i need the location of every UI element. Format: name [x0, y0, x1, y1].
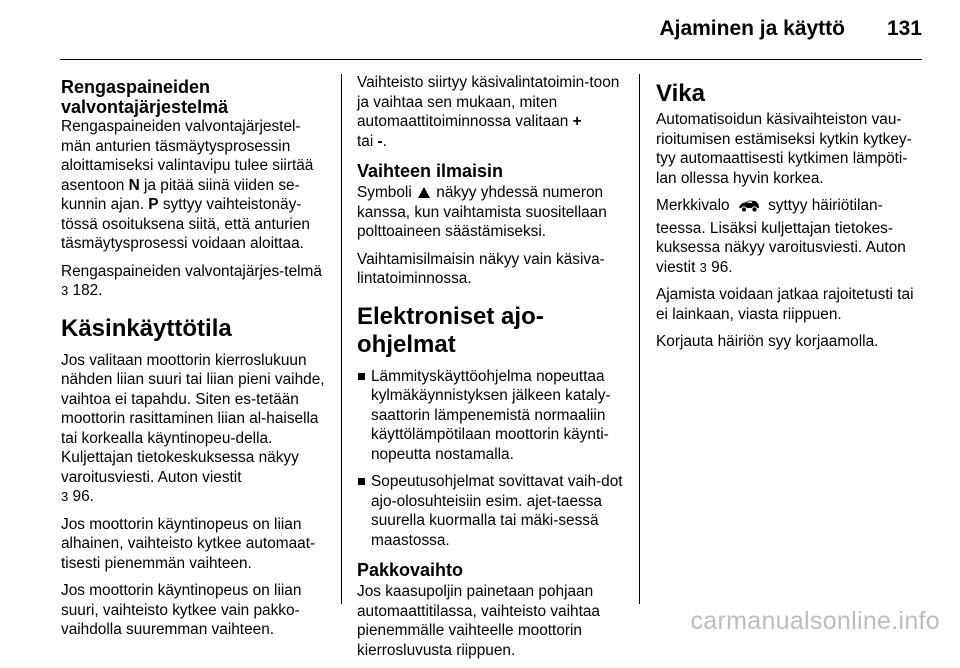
heading-electronic-programs: Elektroniset ajo-ohjelmat	[357, 302, 544, 358]
list-item: Lämmityskäyttöohjelma nopeuttaa kylmäkäynnistyksen jälkeen kataly-saattorin lämpenemistä normaaliin käyttölämpötilaan moottorin käynti-nopeutta nostamalla.	[357, 367, 623, 465]
paragraph-fault-1: Automatisoidun käsivaihteiston vau-rioitumisen estämiseksi kytkin kytkey-tyy automaattisesti kytkimen lämpöti-lan ollessa hyvin korkea.	[656, 111, 912, 187]
page-ref-icon: 3	[61, 283, 69, 298]
heading-tpms: Rengaspaineiden valvontajärjestelmä	[61, 77, 229, 117]
paragraph-manual-4: Vaihteisto siirtyy käsivalintatoimin-toon ja vaihtaa sen mukaan, miten automaattitoiminnossa valitaan + tai -.	[357, 74, 620, 150]
column-1	[61, 77, 327, 648]
paragraph-tpms-2: Rengaspaineiden valvontajärjes-telmä 3 182.	[61, 262, 322, 299]
heading-manual-mode: Käsinkäyttötila	[61, 314, 232, 342]
paragraph-tpms-1: Rengaspaineiden valvontajärjestel-män anturien täsmäytysprosessin aloittamiseksi valintavipu tulee siirtää asentoon N ja pitää siinä viiden se-kunnin ajan. P syttyy vaihteistonäy-tössä osoituksena siitä, että anturien täsmäytysprosessi voidaan aloittaa.	[61, 118, 314, 252]
heading-fault: Vika	[656, 80, 705, 107]
paragraph-manual-1: Jos valitaan moottorin kierroslukuun nähden liian suuri tai liian pieni vaihde, vaihtoa ei tapahdu. Siten es-tetään moottorin rasittaminen liian al-haisella tai korkealla käyntinopeu-della. Kuljettajan tietokeskuksessa näkyy varoitusviesti. Auton viestit 3 96.	[61, 351, 325, 505]
heading-shift-indicator: Vaihteen ilmaisin	[357, 161, 504, 181]
list-item: Sopeutusohjelmat sovittavat vaih-dot ajo-olosuhteisiin esim. ajet-taessa suurella kuormalla tai mäki-sessä maastossa.	[357, 472, 623, 550]
program-list	[357, 367, 623, 551]
column-3	[656, 80, 924, 360]
column-divider-1	[341, 74, 342, 604]
page-section-title: Ajaminen ja käyttö	[659, 17, 845, 40]
page-ref[interactable]: 182	[72, 282, 99, 299]
paragraph-shift-2: Vaihtamisilmaisin näkyy vain käsiva-lintatoiminnossa.	[357, 250, 605, 287]
paragraph-kickdown: Jos kaasupoljin painetaan pohjaan automaattitilassa, vaihteisto vaihtaa pienemmälle vaihteelle moottorin kierrosluvusta riippuen.	[357, 583, 600, 659]
car-warning-light-icon	[737, 199, 761, 219]
page-header	[0, 0, 960, 60]
paragraph-fault-2: Merkkivalo syttyy häiriötilan-teessa. Lisäksi kuljettajan tietokes-kuksessa näkyy varoitusviesti. Auton viestit 3 96.	[656, 197, 906, 276]
column-2	[357, 73, 623, 668]
paragraph-shift-1: Symboli näkyy yhdessä numeron kanssa, kun vaihtamista suositellaan polttoaineen säästämiseksi.	[357, 184, 607, 240]
heading-kickdown: Pakkovaihto	[357, 560, 464, 580]
paragraph-fault-3: Ajamista voidaan jatkaa rajoitetusti tai ei lainkaan, viasta riippuen.	[656, 286, 914, 323]
paragraph-manual-2: Jos moottorin käyntinopeus on liian alhainen, vaihteisto kytkee automaat-tisesti pienemmän vaihteen.	[61, 515, 316, 572]
paragraph-manual-3: Jos moottorin käyntinopeus on liian suuri, vaihteisto kytkee vain pakko-vaihdolla suuremman vaihteen.	[61, 582, 302, 638]
header-rule	[60, 59, 922, 60]
page-number: 131	[886, 17, 922, 40]
watermark: carmanualsonline.info	[690, 607, 940, 635]
page-ref[interactable]: 96	[711, 258, 729, 276]
paragraph-fault-4: Korjauta häiriön syy korjaamolla.	[656, 333, 879, 350]
upshift-triangle-icon	[418, 187, 430, 198]
page-ref-icon: 3	[699, 259, 707, 275]
page-ref-icon: 3	[61, 489, 69, 504]
column-divider-2	[639, 74, 640, 604]
page-ref[interactable]: 96	[72, 488, 90, 505]
